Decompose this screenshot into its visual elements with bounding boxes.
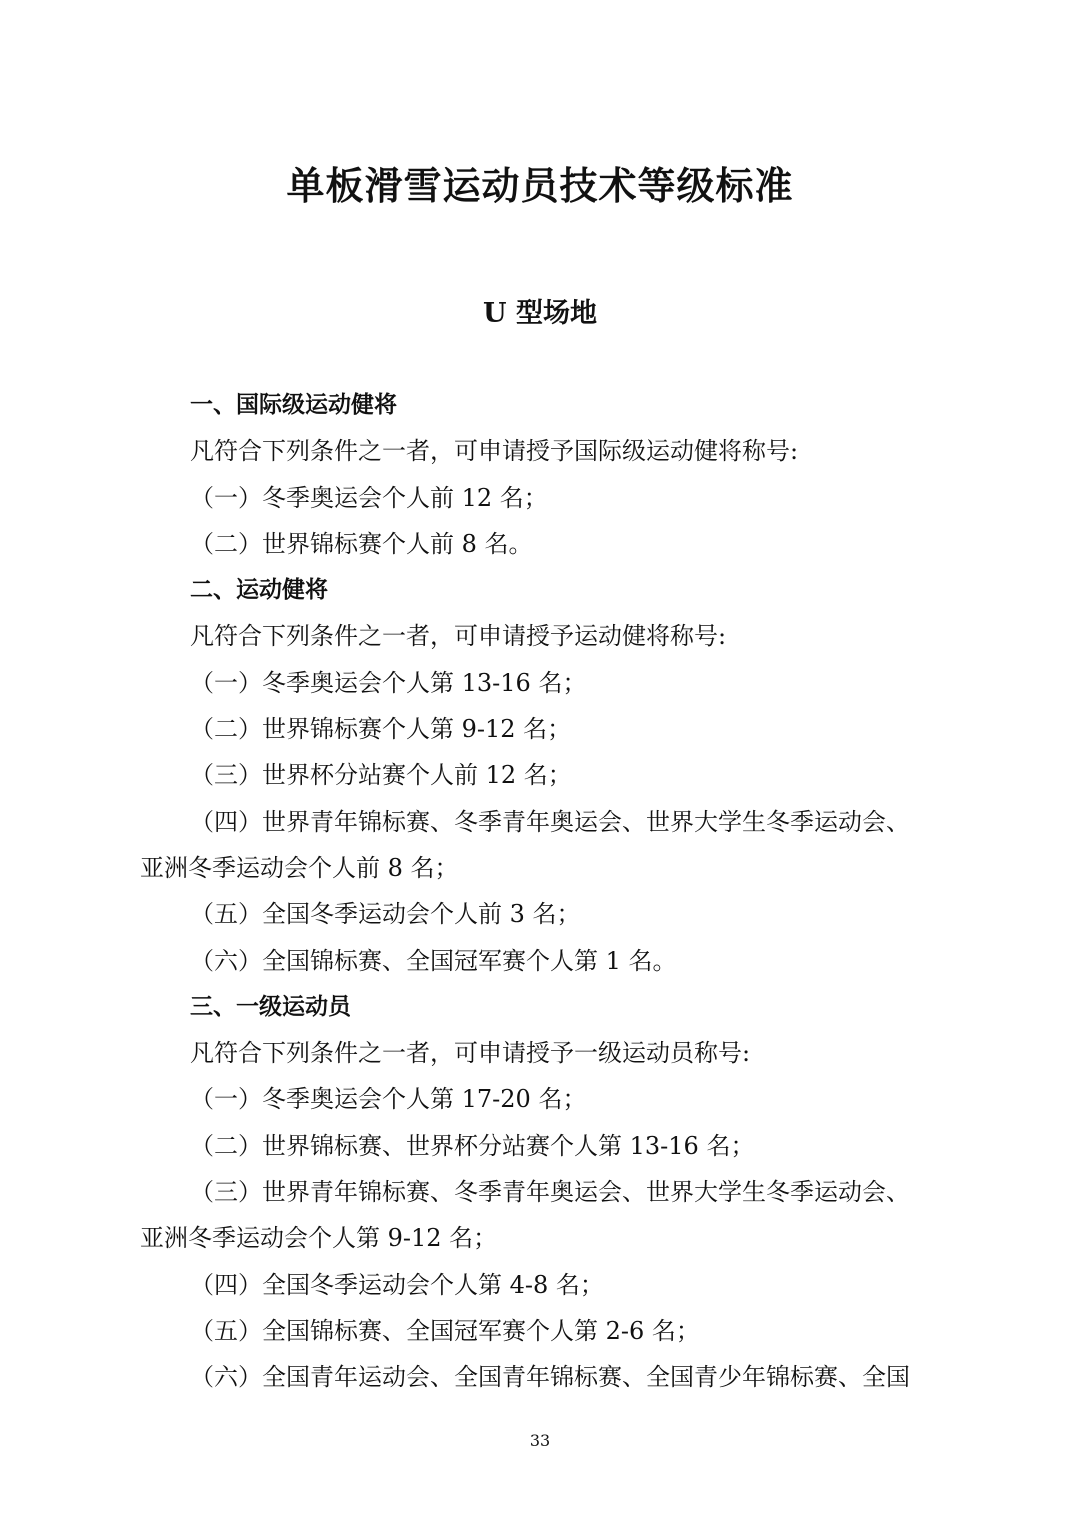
paragraph-line: （一）冬季奥运会个人第 17-20 名； [190,1085,587,1114]
paragraph-line: （五）全国冬季运动会个人前 3 名； [190,900,581,929]
document-body [140,382,950,1401]
paragraph-line: （四）全国冬季运动会个人第 4-8 名； [190,1270,604,1299]
paragraph-line: （一）冬季奥运会个人前 12 名； [190,483,548,512]
paragraph-line: 亚洲冬季运动会个人第 9-12 名； [140,1224,498,1253]
section-subtitle: U 型场地 [483,298,597,329]
section-heading: 一、国际级运动健将 [190,392,397,418]
section-heading: 二、运动健将 [190,577,328,604]
document-title: 单板滑雪运动员技术等级标准 [286,163,794,208]
paragraph-line: （一）冬季奥运会个人第 13-16 名； [190,668,587,697]
section-heading: 三、一级运动员 [190,993,351,1020]
paragraph-line: （五）全国锦标赛、全国冠军赛个人第 2-6 名； [190,1316,700,1345]
paragraph-line: （三）世界青年锦标赛、冬季青年奥运会、世界大学生冬季运动会、 [190,1178,910,1207]
paragraph-line: 亚洲冬季运动会个人前 8 名； [140,853,459,882]
paragraph-line: （六）全国锦标赛、全国冠军赛个人第 1 名。 [190,946,677,975]
paragraph-line: 凡符合下列条件之一者，可申请授予一级运动员称号: [190,1039,751,1068]
paragraph-line: （二）世界锦标赛、世界杯分站赛个人第 13-16 名； [190,1131,755,1160]
paragraph-line: 凡符合下列条件之一者，可申请授予国际级运动健将称号: [190,437,799,466]
paragraph-line: （二）世界锦标赛个人第 9-12 名； [190,715,572,744]
paragraph-line: （二）世界锦标赛个人前 8 名。 [190,529,533,558]
paragraph-line: （四）世界青年锦标赛、冬季青年奥运会、世界大学生冬季运动会、 [190,807,910,836]
paragraph-line: 凡符合下列条件之一者，可申请授予运动健将称号: [190,622,727,651]
paragraph-line: （三）世界杯分站赛个人前 12 名； [190,761,572,790]
paragraph-line: （六）全国青年运动会、全国青年锦标赛、全国青少年锦标赛、全国 [190,1363,910,1392]
page-number: 33 [529,1431,551,1450]
